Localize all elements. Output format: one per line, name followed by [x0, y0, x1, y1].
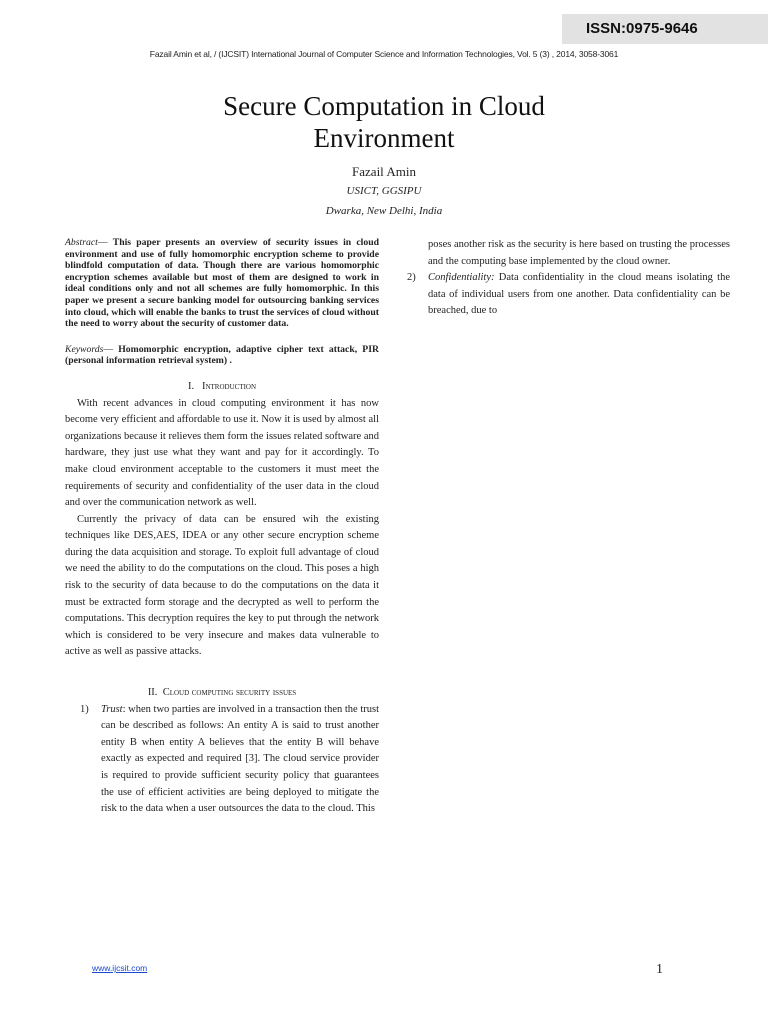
keywords-dash: — [103, 343, 119, 355]
section-2-heading [65, 685, 379, 702]
keywords-text: Homomorphic encryption, adaptive cipher text attack, PIR (personal information retrieval system) . [65, 343, 379, 367]
affiliation-line-2: Dwarka, New Delhi, India [325, 205, 443, 217]
author-name: Fazail Amin [352, 164, 416, 179]
list-number: 2) [407, 272, 416, 284]
left-column [65, 237, 379, 818]
abstract-dash: — [97, 237, 113, 248]
list-item-trust-continued [407, 237, 730, 270]
keywords [65, 344, 379, 367]
section-1-number: I. [187, 380, 195, 392]
running-head: Fazail Amin et al, / (IJCSIT) International Journal of Computer Science and Information Technologies, Vol. 5 (3) , 2014, 3058-3061 [149, 49, 619, 59]
list-text: poses another risk as the security is here based on trusting the processes and the computing base implemented by the cloud owner. [428, 239, 730, 267]
issn-badge: ISSN:0975-9646 [562, 14, 768, 44]
intro-paragraph-2: Currently the privacy of data can be ensured wih the existing techniques like DES,AES, IDEA or any other secure encryption scheme during the data acquisition and storage. To exploit full advantage of cloud we need the ability to do the computations on the cloud. This poses a high risk to the security of data because to do the computations on the data it must be extracted form storage and the decrypted as well to perform the computations. This decryption requires the key to put through the network which is considered to be very insecure and makes data vulnerable to active as well as passive attacks. [65, 513, 379, 658]
list-item-trust [65, 702, 379, 818]
right-column [407, 237, 730, 320]
section-1-title: Introduction [201, 380, 257, 392]
title-line-2: Environment [313, 123, 455, 153]
list-term: Trust [101, 703, 123, 715]
keywords-label: Keywords [65, 343, 104, 355]
affiliation-line-1: USICT, GGSIPU [346, 185, 422, 197]
section-2-title: Cloud computing security issues [162, 687, 297, 699]
title-line-1: Secure Computation in Cloud [223, 91, 545, 121]
abstract-label: Abstract [65, 237, 98, 248]
abstract [65, 237, 379, 330]
section-1-heading [65, 379, 379, 396]
abstract-text: This paper presents an overview of security issues in cloud environment and use of fully homomorphic encryption scheme to provide blindfold computation of data. Though there are various homomorphic encryption schemes available but most of them are designed to work in ideal conditions only and not all schemes are fully homomorphic. In this paper we present a secure banking model for outsourcing banking services into cloud, which will enable the banks to trust the services of cloud without the need to worry about the security of customer data. [65, 237, 379, 330]
list-number: 1) [80, 703, 89, 715]
list-item-confidentiality [407, 270, 730, 320]
intro-paragraph-1: With recent advances in cloud computing environment it has now become very efficient and affordable to use it. Now it is used by almost all organizations because it relieves them form the issues related software and hardware, they just use what they want and pay for it accordingly. To make cloud environment acceptable to the customers it must meet the requirements of security and confidentiality of the user data in the cloud and over the communication network as well. [65, 397, 379, 509]
paper-title [0, 90, 768, 154]
page-number: 1 [656, 962, 663, 977]
section-2-number: II. [147, 687, 158, 699]
list-text: Data confidentiality in the cloud means isolating the data of individual users from one another. Data confidentiality can be breached, due to [428, 272, 730, 317]
footer-url-link[interactable]: www.ijcsit.com [92, 963, 148, 973]
list-text: : when two parties are involved in a transaction then the trust can be described as follows: An entity A is said to trust another entity B when entity A believes that the entity B will behave exactly as expected and required [3]. The cloud service provider is required to provide sufficient security policy that guarantees the use of efficient activities are being deployed to mitigate the risk to the data when a user outsources the data to the cloud. This [101, 703, 379, 815]
list-term: Confidentiality: [428, 272, 495, 284]
